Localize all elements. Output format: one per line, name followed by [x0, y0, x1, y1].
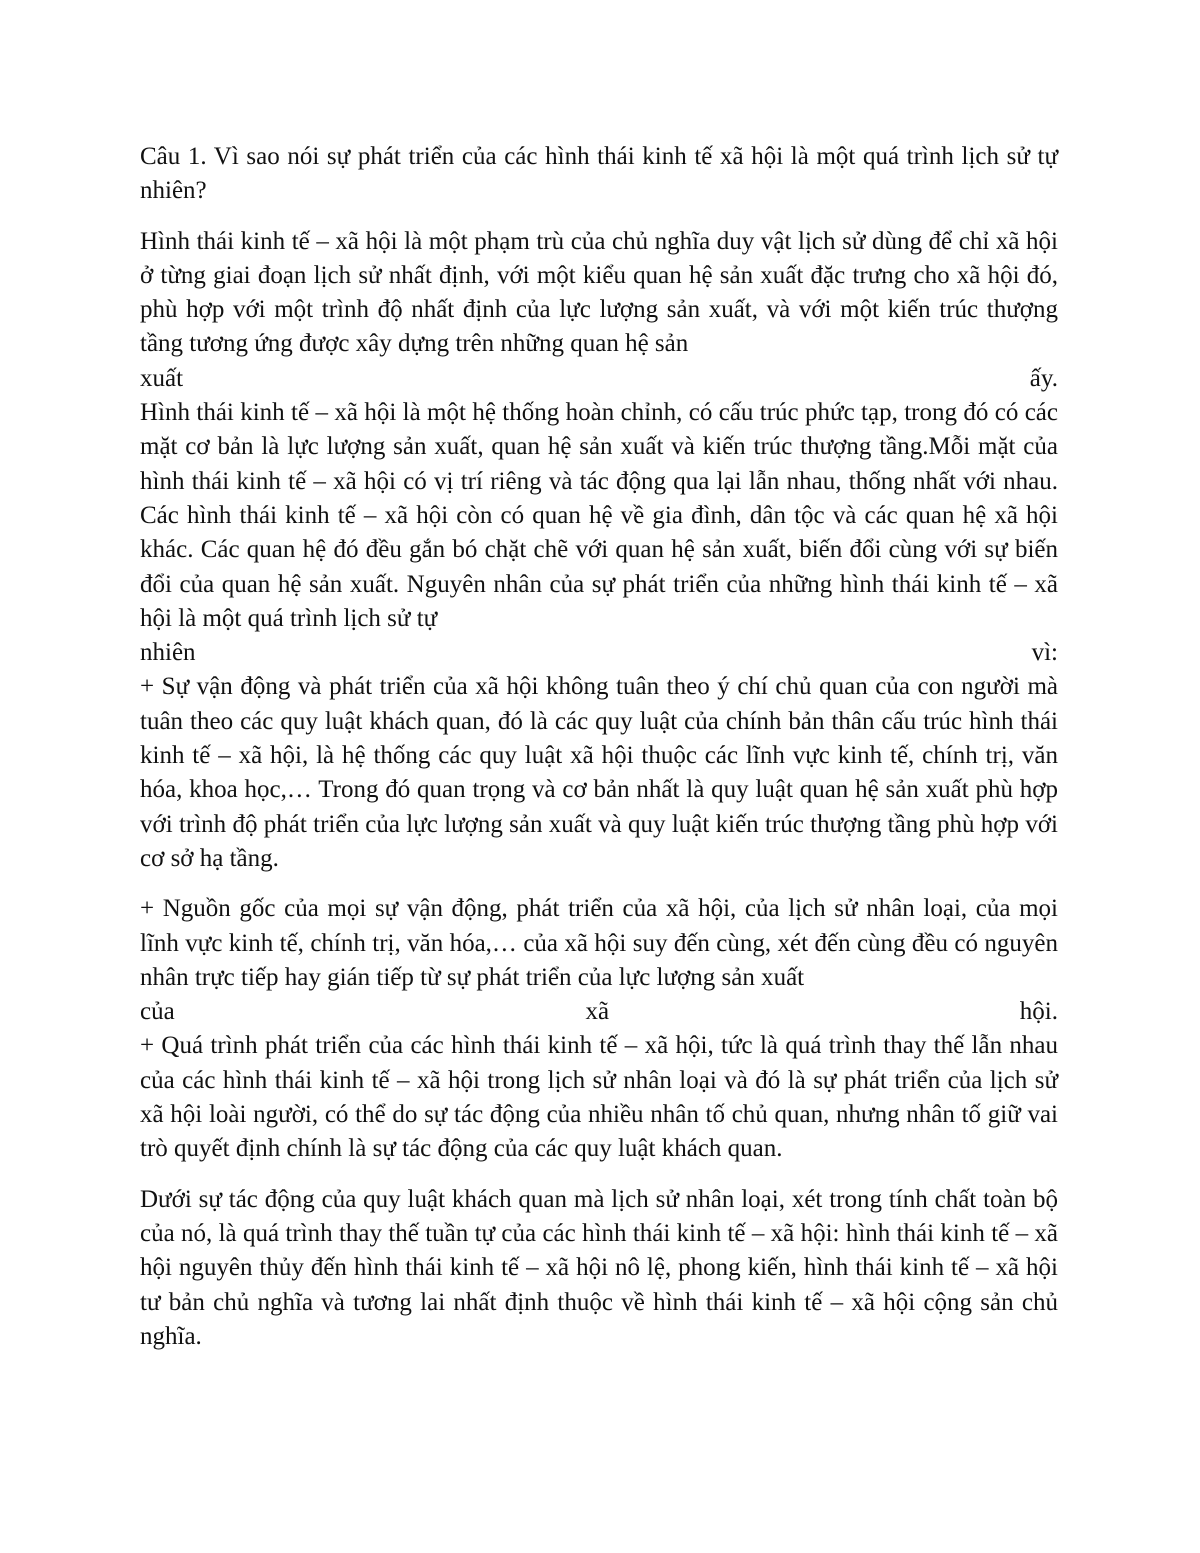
paragraph-definition-last-line [140, 362, 1058, 396]
paragraph-reason-origin-end-mid: xã [585, 998, 610, 1026]
paragraph-definition-end-left: xuất [140, 364, 184, 392]
question-heading: Câu 1. Vì sao nói sự phát triển của các hình thái kinh tế xã hội là một quá trình lịch sử tự nhiên? [140, 143, 1058, 205]
paragraph-structure-text: Hình thái kinh tế – xã hội là một hệ thống hoàn chỉnh, có cấu trúc phức tạp, trong đó có các mặt cơ bản là lực lượng sản xuất, quan hệ sản xuất và kiến trúc thượng tầng.Mỗi mặt của hình thái kinh tế – xã hội có vị trí riêng và tác động qua lại lẫn nhau, thống nhất với nhau. Các hình thái kinh tế – xã hội còn có quan hệ về gia đình, dân tộc và các quan hệ xã hội khác. Các quan hệ đó đều gắn bó chặt chẽ với quan hệ sản xuất, biến đổi cùng với sự biến đổi của quan hệ sản xuất. Nguyên nhân của sự phát triển của những hình thái kinh tế – xã hội là một quá trình lịch sử tự [140, 399, 1058, 632]
document-body [140, 140, 1058, 1370]
paragraph-reason-origin: + Nguồn gốc của mọi sự vận động, phát triển của xã hội, của lịch sử nhân loại, của mọi lĩnh vực kinh tế, chính trị, văn hóa,… của xã hội suy đến cùng, xét đến cùng đều có nguyên nhân trực tiếp hay gián tiếp từ sự phát triển của lực lượng sản xuất [140, 895, 1058, 991]
paragraph-reason-process: + Quá trình phát triển của các hình thái kinh tế – xã hội, tức là quá trình thay thế lẫn nhau của các hình thái kinh tế – xã hội trong lịch sử nhân loại và đó là sự phát triển của lịch sử xã hội loài người, có thể do sự tác động của nhiều nhân tố chủ quan, nhưng nhân tố giữ vai trò quyết định chính là sự tác động của các quy luật khách quan. [140, 1032, 1058, 1163]
paragraph-definition-end-right: ấy. [1029, 364, 1058, 392]
paragraph-reason-origin-block [140, 892, 1058, 1166]
paragraph-conclusion: Dưới sự tác động của quy luật khách quan mà lịch sử nhân loại, xét trong tính chất toàn bộ của nó, là quá trình thay thế tuần tự của các hình thái kinh tế – xã hội: hình thái kinh tế – xã hội nguyên thủy đến hình thái kinh tế – xã hội nô lệ, phong kiến, hình thái kinh tế – xã hội tư bản chủ nghĩa và tương lai nhất định thuộc về hình thái kinh tế – xã hội cộng sản chủ nghĩa. [140, 1185, 1058, 1350]
paragraph-structure-end-right: vì: [1031, 639, 1058, 667]
paragraph-structure-end-left: nhiên [140, 639, 196, 667]
paragraph-definition-text: Hình thái kinh tế – xã hội là một phạm trù của chủ nghĩa duy vật lịch sử dùng để chỉ xã hội ở từng giai đoạn lịch sử nhất định, với một kiểu quan hệ sản xuất đặc trưng cho xã hội đó, phù hợp với một trình độ nhất định của lực lượng sản xuất, và với một kiến trúc thượng tầng tương ứng được xây dựng trên những quan hệ sản [140, 227, 1058, 358]
paragraph-reason-origin-end-right: hội. [1019, 998, 1058, 1026]
paragraph-definition [140, 225, 1058, 877]
paragraph-reason-origin-last-line [140, 995, 1058, 1029]
paragraph-reason-laws: + Sự vận động và phát triển của xã hội không tuân theo ý chí chủ quan của con người mà tuân theo các quy luật khách quan, đó là các quy luật của chính bản thân cấu trúc hình thái kinh tế – xã hội, là hệ thống các quy luật xã hội thuộc các lĩnh vực kinh tế, chính trị, văn hóa, khoa học,… Trong đó quan trọng và cơ bản nhất là quy luật quan hệ sản xuất phù hợp với trình độ phát triển của lực lượng sản xuất và quy luật kiến trúc thượng tầng phù hợp với cơ sở hạ tầng. [140, 673, 1058, 872]
paragraph-reason-origin-end-left: của [140, 998, 175, 1026]
paragraph-structure-last-line [140, 636, 1058, 670]
